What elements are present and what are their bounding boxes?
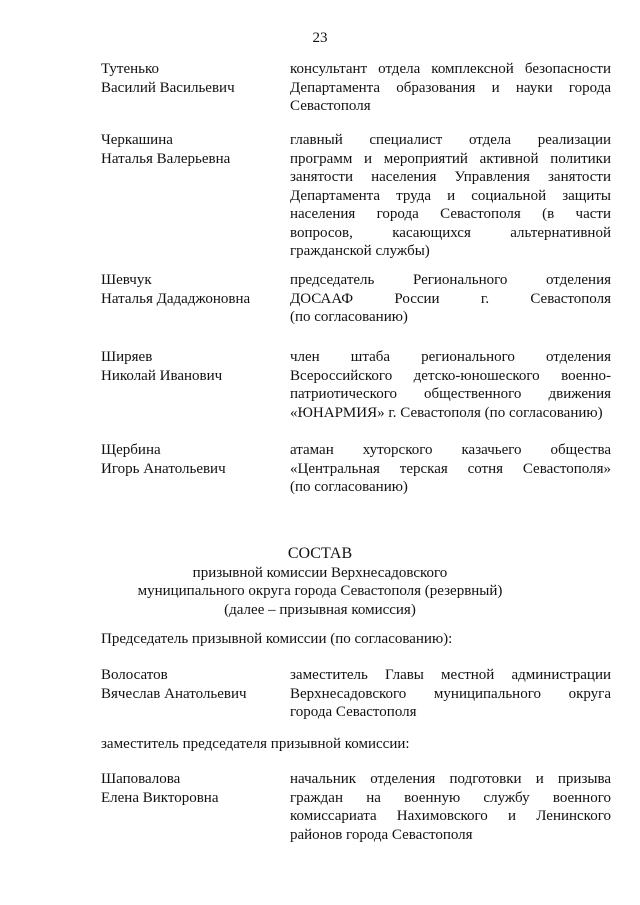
- chair-label: Председатель призывной комиссии (по согласованию):: [101, 631, 453, 647]
- position-line: председатель Регионального отделения: [290, 272, 611, 288]
- position-line: (по согласованию): [290, 309, 408, 325]
- position-line: занятости населения Управления занятости: [290, 169, 611, 185]
- member-person: [101, 271, 286, 308]
- section-heading: [0, 545, 640, 619]
- section-subtitle-line: муниципального округа города Севастополя (резервный): [137, 583, 503, 599]
- position-line: населения города Севастополя (в части: [290, 206, 611, 222]
- member-name: Наталья Валерьевна: [101, 150, 231, 167]
- member-surname: Черкашина: [101, 132, 173, 148]
- position-line: (по согласованию): [290, 479, 408, 495]
- position-line: комиссариата Нахимовского и Ленинского: [290, 808, 611, 824]
- position-line: главный специалист отдела реализации: [290, 132, 611, 148]
- position-line: заместитель Главы местной администрации: [290, 667, 611, 683]
- position-line: граждан на военную службу военного: [290, 789, 611, 806]
- position-line: Севастополя: [290, 98, 371, 114]
- member-name: Василий Васильевич: [101, 79, 235, 96]
- member-position: [290, 348, 611, 422]
- deputy-position: [290, 770, 611, 844]
- chair-position: [290, 666, 611, 722]
- member-name: Николай Иванович: [101, 367, 223, 384]
- position-line: член штаба регионального отделения: [290, 349, 611, 365]
- member-person: [101, 131, 286, 168]
- member-position: [290, 271, 611, 327]
- deputy-surname: Шаповалова: [101, 771, 181, 787]
- member-name: Игорь Анатольевич: [101, 460, 226, 477]
- member-position: [290, 441, 611, 497]
- position-line: гражданской службы): [290, 243, 430, 259]
- member-surname: Ширяев: [101, 349, 153, 365]
- position-line: атаман хуторского казачьего общества: [290, 442, 611, 458]
- page-number: 23: [312, 30, 328, 46]
- section-subtitle-line: (далее – призывная комиссия): [224, 601, 416, 618]
- member-person: [101, 441, 286, 478]
- member-surname: Шевчук: [101, 272, 152, 288]
- member-position: [290, 60, 611, 116]
- member-name: Наталья Дададжоновна: [101, 290, 251, 307]
- deputy-person: [101, 770, 286, 807]
- position-line: районов города Севастополя: [290, 826, 473, 843]
- section-title: СОСТАВ: [287, 545, 353, 562]
- position-line: программ и мероприятий активной политики: [290, 150, 611, 167]
- position-line: Верхнесадовского муниципального округа: [290, 685, 611, 702]
- position-line: патриотического общественного движения: [290, 386, 611, 402]
- member-person: [101, 348, 286, 385]
- position-line: «Центральная терская сотня Севастополя»: [290, 460, 611, 477]
- position-line: вопросов, касающихся альтернативной: [290, 224, 611, 241]
- chair-name: Вячеслав Анатольевич: [101, 685, 247, 702]
- chair-surname: Волосатов: [101, 667, 168, 683]
- member-position: [290, 131, 611, 261]
- position-line: «ЮНАРМИЯ» г. Севастополя (по согласованию): [290, 404, 603, 421]
- position-line: консультант отдела комплексной безопасности: [290, 61, 611, 77]
- position-line: Всероссийского детско-юношеского военно-: [290, 367, 611, 384]
- deputy-name: Елена Викторовна: [101, 789, 219, 806]
- position-line: города Севастополя: [290, 704, 417, 720]
- position-line: начальник отделения подготовки и призыва: [290, 771, 611, 787]
- position-line: Департамента образования и науки города: [290, 79, 611, 96]
- position-line: ДОСААФ России г. Севастополя: [290, 290, 611, 307]
- member-surname: Тутенько: [101, 61, 160, 77]
- member-person: [101, 60, 286, 97]
- member-surname: Щербина: [101, 442, 161, 458]
- chair-person: [101, 666, 286, 703]
- deputy-label: заместитель председателя призывной комиссии:: [101, 736, 410, 752]
- position-line: Департамента труда и социальной защиты: [290, 187, 611, 204]
- section-subtitle-line: призывной комиссии Верхнесадовского: [192, 564, 448, 581]
